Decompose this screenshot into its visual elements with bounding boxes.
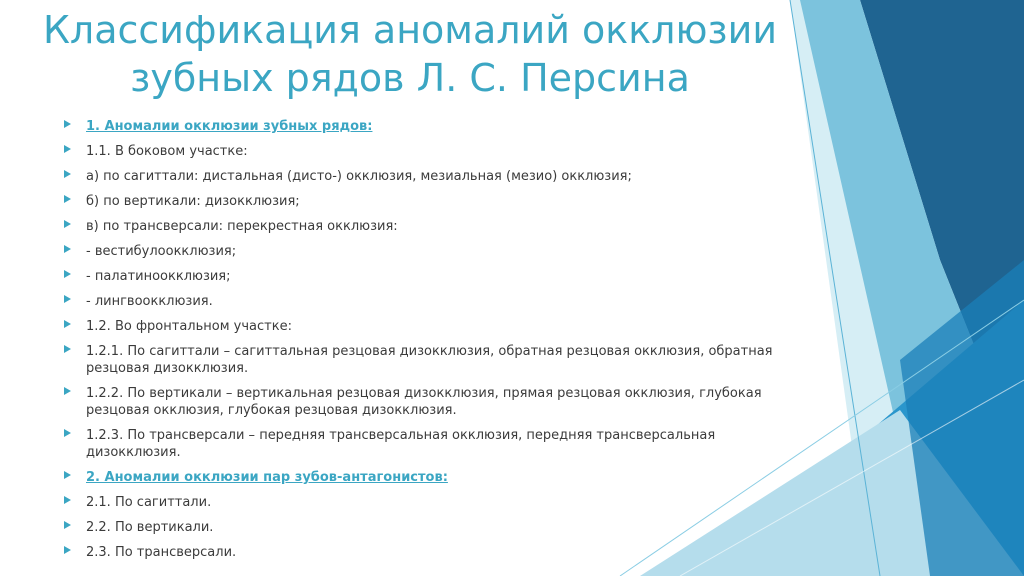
bullet-arrow-icon	[64, 429, 71, 437]
list-item	[64, 168, 784, 185]
list-item	[64, 143, 784, 160]
list-item	[64, 218, 784, 235]
list-item-text: в) по трансверсали: перекрестная окклюзия:	[86, 219, 398, 234]
bullet-arrow-icon	[64, 387, 71, 395]
list-item-text: - лингвоокклюзия.	[86, 294, 213, 309]
slide-title-line2: зубных рядов Л. С. Персина	[130, 56, 690, 100]
list-item	[64, 268, 784, 285]
slide-title	[40, 6, 780, 102]
bullet-arrow-icon	[64, 496, 71, 504]
list-item	[64, 427, 784, 461]
bullet-arrow-icon	[64, 195, 71, 203]
list-item	[64, 385, 784, 419]
bullet-list	[64, 118, 784, 561]
bullet-arrow-icon	[64, 471, 71, 479]
bullet-arrow-icon	[64, 295, 71, 303]
list-item	[64, 118, 784, 135]
list-item	[64, 469, 784, 486]
list-item-text: 2.1. По сагиттали.	[86, 495, 212, 510]
list-item-text: 1.2. Во фронтальном участке:	[86, 319, 292, 334]
list-item	[64, 519, 784, 536]
bullet-arrow-icon	[64, 145, 71, 153]
bullet-arrow-icon	[64, 245, 71, 253]
slide-title-line1: Классификация аномалий окклюзии	[42, 8, 778, 52]
list-item-text: б) по вертикали: дизокклюзия;	[86, 194, 300, 209]
section-heading-link[interactable]: 2. Аномалии окклюзии пар зубов-антагонистов:	[86, 470, 448, 485]
list-item-text: а) по сагиттали: дистальная (дисто-) окклюзия, мезиальная (мезио) окклюзия;	[86, 169, 632, 184]
bullet-arrow-icon	[64, 320, 71, 328]
list-item-text: 1.2.1. По сагиттали – сагиттальная резцовая дизокклюзия, обратная резцовая окклюзия, обратная резцовая дизокклюзия.	[86, 344, 773, 376]
bullet-arrow-icon	[64, 546, 71, 554]
bullet-arrow-icon	[64, 270, 71, 278]
list-item	[64, 293, 784, 310]
list-item	[64, 343, 784, 377]
bullet-arrow-icon	[64, 170, 71, 178]
bullet-arrow-icon	[64, 120, 71, 128]
list-item	[64, 193, 784, 210]
list-item-text: 2.2. По вертикали.	[86, 520, 214, 535]
list-item-text: - палатиноокклюзия;	[86, 269, 231, 284]
list-item-text: - вестибулоокклюзия;	[86, 244, 237, 259]
list-item	[64, 243, 784, 260]
list-item-text: 2.3. По трансверсали.	[86, 545, 237, 560]
list-item	[64, 544, 784, 561]
bullet-arrow-icon	[64, 220, 71, 228]
section-heading-link[interactable]: 1. Аномалии окклюзии зубных рядов:	[86, 119, 373, 134]
bullet-arrow-icon	[64, 345, 71, 353]
list-item-text: 1.1. В боковом участке:	[86, 144, 248, 159]
bullet-arrow-icon	[64, 521, 71, 529]
list-item-text: 1.2.2. По вертикали – вертикальная резцовая дизокклюзия, прямая резцовая окклюзия, глубокая резцовая окклюзия, глубокая резцовая дизокклюзия.	[86, 386, 762, 418]
list-item-text: 1.2.3. По трансверсали – передняя трансверсальная окклюзия, передняя трансверсальная дизокклюзия.	[86, 428, 716, 460]
list-item	[64, 494, 784, 511]
list-item	[64, 318, 784, 335]
